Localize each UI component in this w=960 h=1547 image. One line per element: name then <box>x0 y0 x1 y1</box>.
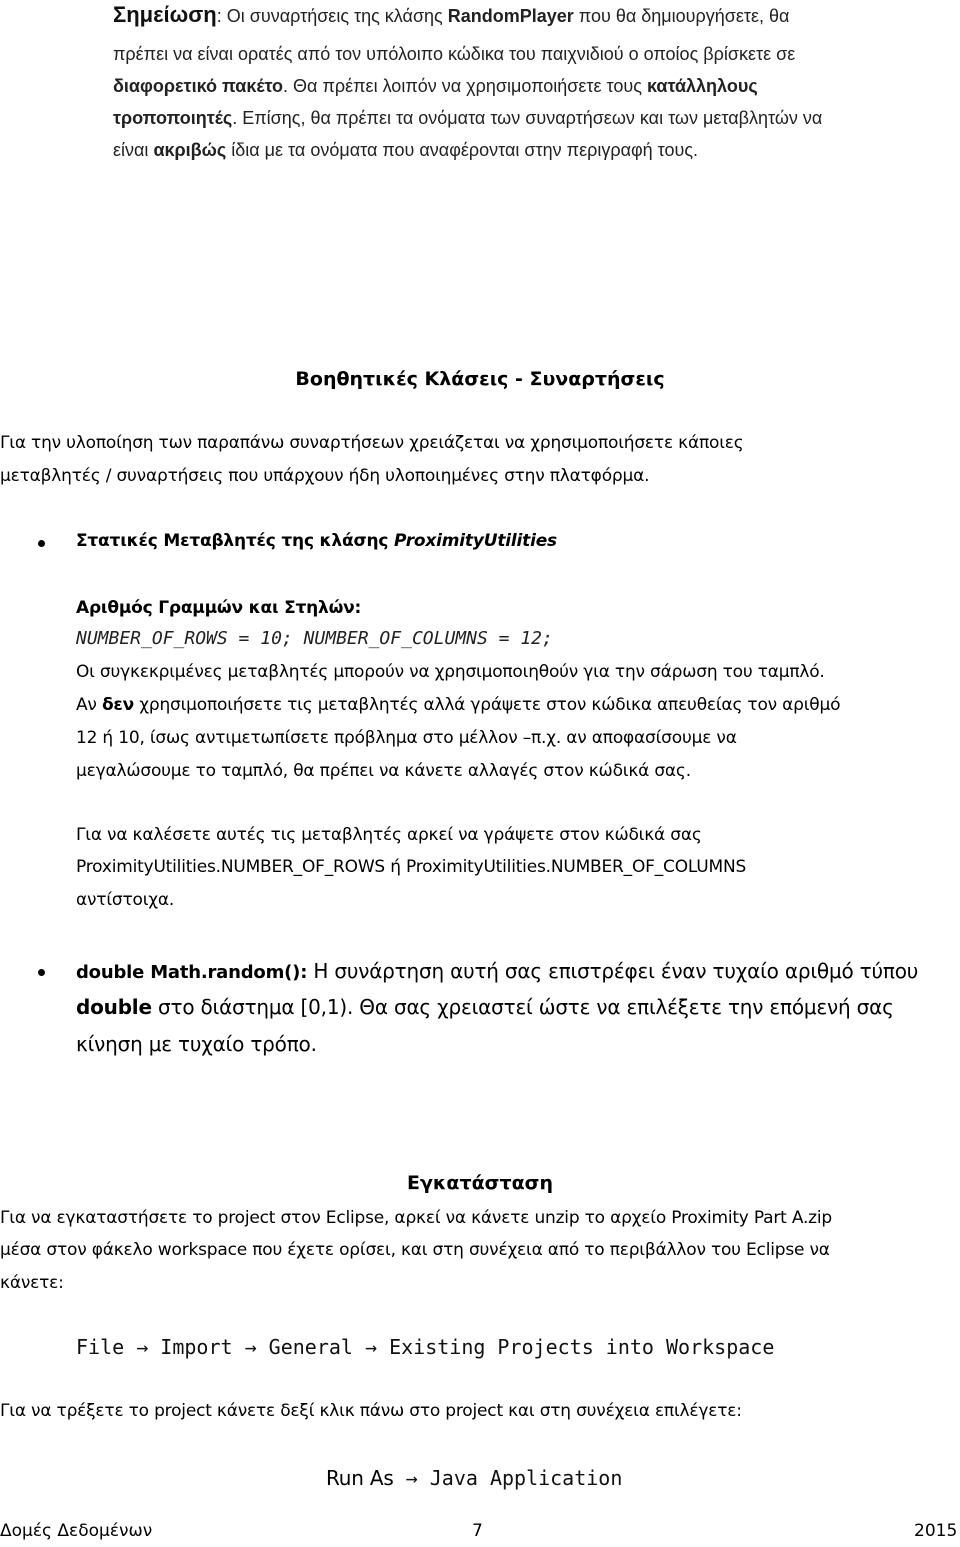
note-line-1: Σημείωση: Οι συναρτήσεις της κλάσης RandomPlayer που θα δημιουργήσετε, θα <box>113 2 790 27</box>
helpers-intro-2: μεταβλητές / συναρτήσεις που υπάρχουν ήδη υλοποιημένες στην πλατφόρμα. <box>0 466 650 486</box>
para1-line-1: Οι συγκεκριμένες μεταβλητές μπορούν να χρησιμοποιηθούν για την σάρωση του ταμπλό. <box>76 662 825 682</box>
code-constants: NUMBER_OF_ROWS = 10; NUMBER_OF_COLUMNS = 12; <box>76 628 553 649</box>
footer-page-number: 7 <box>472 1521 483 1541</box>
bullet2-line-1: double Math.random(): Η συνάρτηση αυτή σας επιστρέφει έναν τυχαίο αριθμό τύπου <box>76 959 919 983</box>
install-line-2: μέσα στον φάκελο workspace που έχετε ορίσει, και στη συνέχεια από το περιβάλλον του Eclipse να <box>0 1240 830 1260</box>
note-line-2: πρέπει να είναι ορατές από τον υπόλοιπο κώδικα του παιχνιδιού ο οποίος βρίσκετε σε <box>113 44 796 64</box>
bullet2-line-2: double στο διάστημα [0,1). Θα σας χρειαστεί ώστε να επιλέξετε την επόμενή σας <box>76 995 894 1019</box>
install-heading: Εγκατάσταση <box>407 1172 553 1194</box>
helpers-intro-1: Για την υλοποίηση των παραπάνω συναρτήσεων χρειάζεται να χρησιμοποιήσετε κάποιες <box>0 433 744 453</box>
footer-course: Δομές Δεδομένων <box>0 1521 153 1541</box>
para2-line-3: αντίστοιχα. <box>76 890 175 910</box>
bullet1-title: Στατικές Μεταβλητές της κλάσης ProximityUtilities <box>76 531 557 551</box>
para1-line-4: μεγαλώσουμε το ταμπλό, θα πρέπει να κάνετε αλλαγές στον κώδικά σας. <box>76 761 691 781</box>
para2-line-2: ProximityUtilities.NUMBER_OF_ROWS ή ProximityUtilities.NUMBER_OF_COLUMNS <box>76 857 747 877</box>
note-line-4: τροποποιητές. Επίσης, θα πρέπει τα ονόματα των συναρτήσεων και των μεταβλητών να <box>113 108 823 128</box>
para1-line-3: 12 ή 10, ίσως αντιμετωπίσετε πρόβλημα στο μέλλον –π.χ. αν αποφασίσουμε να <box>76 728 737 748</box>
footer-year: 2015 <box>914 1521 958 1541</box>
para2-line-1: Για να καλέσετε αυτές τις μεταβλητές αρκεί να γράψετε στον κώδικά σας <box>76 825 702 845</box>
run-instructions: Για να τρέξετε το project κάνετε δεξί κλικ πάνω στο project και στη συνέχεια επιλέγετε: <box>0 1401 742 1421</box>
note-line-3: διαφορετικό πακέτο. Θα πρέπει λοιπόν να χρησιμοποιήσετε τους κατάλληλους <box>113 76 758 96</box>
bullet-icon <box>38 969 45 976</box>
helpers-heading: Βοηθητικές Κλάσεις - Συναρτήσεις <box>295 368 665 390</box>
menu-path: File → Import → General → Existing Projects into Workspace <box>76 1335 775 1359</box>
rows-cols-label: Αριθμός Γραμμών και Στηλών: <box>76 598 362 618</box>
run-as-path: Run As → Java Application <box>326 1466 623 1490</box>
bullet2-line-3: κίνηση με τυχαίο τρόπο. <box>76 1032 317 1056</box>
note-label: Σημείωση <box>113 2 217 27</box>
para1-line-2: Αν δεν χρησιμοποιήσετε τις μεταβλητές αλλά γράψετε στον κώδικα απευθείας τον αριθμό <box>76 695 841 715</box>
note-line-5: είναι ακριβώς ίδια με τα ονόματα που αναφέρονται στην περιγραφή τους. <box>113 140 699 160</box>
bullet-icon <box>38 540 45 547</box>
install-line-3: κάνετε: <box>0 1273 64 1293</box>
install-line-1: Για να εγκαταστήσετε το project στον Eclipse, αρκεί να κάνετε unzip το αρχείο Proximity Part A.zip <box>0 1208 833 1228</box>
